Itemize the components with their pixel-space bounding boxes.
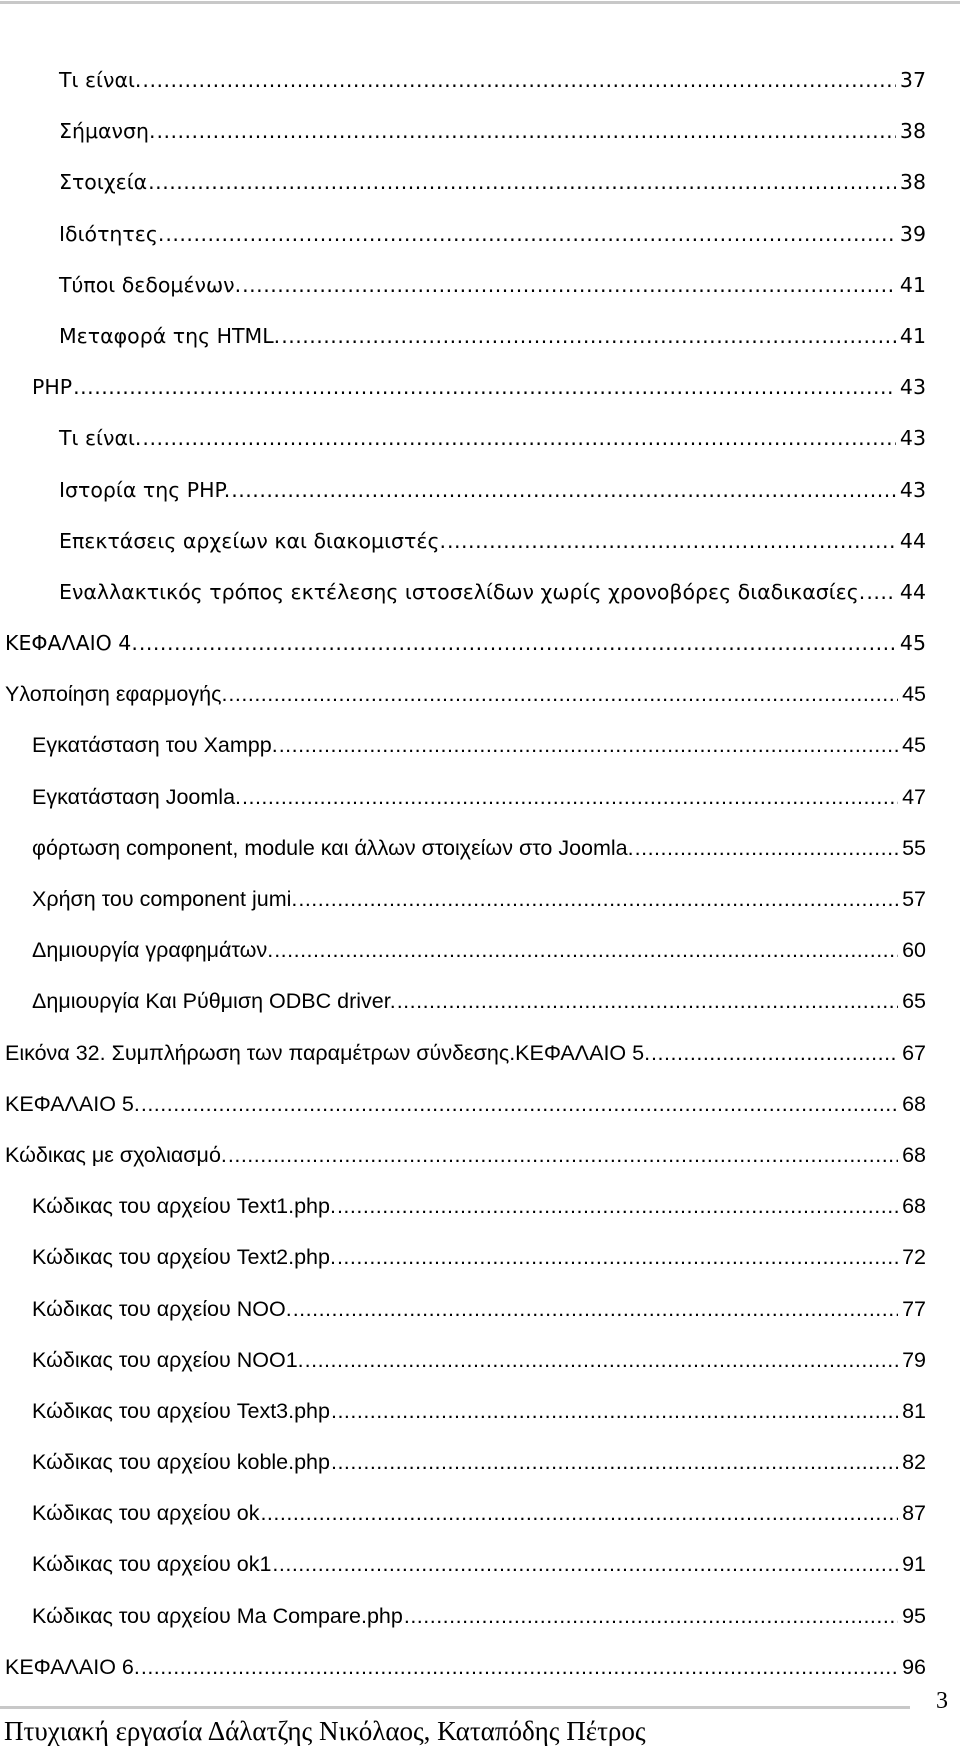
toc-entry-page-number: 82 [902,1450,926,1475]
toc-entry[interactable] [0,315,926,366]
toc-entry-page-number: 44 [899,579,926,604]
toc-dot-leader [298,878,898,920]
toc-entry-title: Τι είναι. [59,68,142,92]
toc-entry-page-number: 68 [902,1142,926,1167]
toc-entry[interactable] [0,1441,926,1492]
toc-entry-page-number: 39 [899,221,926,246]
toc-dot-leader [260,1492,898,1534]
toc-entry-page-number: 43 [899,375,926,400]
toc-entry[interactable] [0,1595,926,1646]
toc-entry-page-number: 87 [902,1501,926,1526]
toc-entry-page-number: 38 [899,170,926,195]
toc-entry-title: Εναλλακτικός τρόπος εκτέλεσης ιστοσελίδων χωρίς χρονοβόρες διαδικασίες. [59,579,866,604]
toc-dot-leader [337,1185,898,1227]
toc-dot-leader [404,1595,898,1637]
toc-entry-title: Εγκατάσταση του Xampp. [32,733,278,758]
toc-dot-leader [293,1288,898,1330]
toc-entry[interactable] [0,673,926,724]
toc-dot-leader [281,315,896,357]
toc-entry-title: Κώδικας του αρχείου koble.php [32,1450,330,1475]
toc-dot-leader [242,264,896,306]
toc-entry[interactable] [0,1543,926,1594]
toc-entry-title: Κώδικας με σχολιασμό. [5,1142,227,1167]
toc-entry-page-number: 47 [902,784,926,809]
toc-entry-title: Κώδικας του αρχείου ok [32,1501,260,1526]
toc-entry-title: Κώδικας του αρχείου Text3.php [32,1398,330,1423]
toc-entry-page-number: 45 [899,631,926,656]
footer-divider [0,1706,910,1709]
toc-entry[interactable] [0,1185,926,1236]
toc-entry-title: Κώδικας του αρχείου NOO1. [32,1347,304,1372]
toc-entry-page-number: 67 [902,1040,926,1065]
toc-dot-leader [141,1646,898,1688]
toc-dot-leader [73,366,896,408]
toc-entry-page-number: 60 [902,938,926,963]
toc-dot-leader [242,776,898,818]
toc-dot-leader [148,161,896,203]
toc-entry-page-number: 68 [902,1194,926,1219]
toc-entry-title: Ιδιότητες. [59,221,165,246]
toc-entry-title: Εγκατάσταση Joomla. [32,784,241,809]
toc-entry-title: Επεκτάσεις αρχείων και διακομιστές. [59,528,446,553]
toc-entry[interactable] [0,724,926,775]
toc-entry-page-number: 91 [902,1552,926,1577]
toc-entry-title: ΚΕΦΑΛΑΙΟ 4. [5,631,138,656]
toc-entry-title: Ιστορία της PHP. [59,477,231,502]
toc-dot-leader [139,622,896,664]
toc-entry-title: ΚΕΦΑΛΑΙΟ 5. [5,1091,140,1116]
toc-entry[interactable] [0,878,926,929]
toc-entry-title: Στοιχεία [59,170,148,195]
toc-dot-leader [141,1083,898,1125]
toc-entry-page-number: 43 [899,477,926,502]
toc-entry[interactable] [0,520,926,571]
toc-dot-leader [331,1441,898,1483]
toc-entry-title: Σήμανση. [59,119,156,144]
toc-entry-title: Εικόνα 32. Συμπλήρωση των παραμέτρων σύνδεσης.ΚΕΦΑΛΑΙΟ 5. [5,1040,651,1065]
toc-entry-title: Κώδικας του αρχείου Ma Compare.php [32,1603,403,1628]
toc-entry[interactable] [0,776,926,827]
toc-entry-title: Δημιουργία γραφημάτων. [32,938,274,963]
toc-entry[interactable] [0,980,926,1031]
toc-entry-title: Κώδικας του αρχείου NOO. [32,1296,292,1321]
toc-entry[interactable] [0,213,926,264]
toc-entry[interactable] [0,1492,926,1543]
toc-entry-page-number: 72 [902,1245,926,1270]
toc-entry-page-number: 44 [899,528,926,553]
toc-dot-leader [331,1390,898,1432]
toc-entry-page-number: 68 [902,1091,926,1116]
toc-entry[interactable] [0,366,926,417]
toc-entry[interactable] [0,622,926,673]
toc-entry-title: Κώδικας του αρχείου Text1.php. [32,1194,336,1219]
toc-entry[interactable] [0,59,926,110]
toc-dot-leader [651,1032,898,1074]
toc-dot-leader [272,1543,898,1585]
toc-dot-leader [337,1236,898,1278]
table-of-contents [0,59,926,1697]
toc-entry-title: Υλοποίηση εφαρμογής. [5,682,228,707]
toc-dot-leader [397,980,898,1022]
toc-entry-page-number: 41 [899,323,926,348]
toc-dot-leader [305,1339,898,1381]
toc-entry-page-number: 65 [902,989,926,1014]
toc-entry[interactable] [0,1390,926,1441]
toc-entry[interactable] [0,827,926,878]
toc-entry-page-number: 95 [902,1603,926,1628]
toc-entry-title: Μεταφορά της HTML. [59,323,281,348]
toc-entry-page-number: 38 [899,119,926,144]
toc-entry[interactable] [0,1083,926,1134]
toc-entry-title: ΚΕΦΑΛΑΙΟ 6. [5,1654,140,1679]
toc-entry-page-number: 96 [902,1654,926,1679]
footer-text: Πτυχιακή εργασία Δάλατζης Νικόλαος, Καταπόδης Πέτρος [4,1716,646,1746]
toc-entry-page-number: 77 [902,1296,926,1321]
toc-entry[interactable] [0,264,926,315]
toc-entry[interactable] [0,1032,926,1083]
toc-entry[interactable] [0,469,926,520]
toc-dot-leader [635,827,898,869]
toc-entry-title: Κώδικας του αρχείου Text2.php. [32,1245,336,1270]
toc-entry-page-number: 37 [899,68,926,92]
toc-entry-title: Χρήση του component jumi. [32,887,298,911]
toc-entry-title: Τύποι δεδομένων. [59,272,242,297]
toc-entry[interactable] [0,571,926,622]
toc-entry-title: Τι είναι. [59,426,142,451]
toc-entry-page-number: 41 [899,272,926,297]
toc-entry-title: Κώδικας του αρχείου ok1 [32,1552,272,1577]
toc-entry[interactable] [0,929,926,980]
page-number: 3 [936,1688,948,1714]
toc-entry[interactable] [0,161,926,212]
toc-entry-page-number: 79 [902,1347,926,1372]
toc-dot-leader [279,724,898,766]
toc-entry-page-number: 81 [902,1398,926,1423]
toc-dot-leader [231,469,896,511]
toc-entry[interactable] [0,110,926,161]
toc-dot-leader [228,1134,898,1176]
toc-entry-title: φόρτωση component, module και άλλων στοιχείων στο Joomla. [32,835,634,860]
toc-entry-page-number: 55 [902,835,926,860]
toc-entry[interactable] [0,1646,926,1697]
toc-entry-page-number: 43 [899,426,926,451]
toc-dot-leader [866,571,896,613]
toc-dot-leader [142,417,895,459]
toc-entry-page-number: 57 [902,887,926,911]
toc-entry[interactable] [0,1134,926,1185]
toc-entry[interactable] [0,1236,926,1287]
toc-dot-leader [142,59,895,101]
toc-entry[interactable] [0,417,926,468]
top-border-line [0,1,960,4]
toc-entry-page-number: 45 [902,733,926,758]
toc-dot-leader [156,110,895,152]
toc-dot-leader [165,213,896,255]
toc-entry-title: Δημιουργία Και Ρύθμιση ODBC driver. [32,989,396,1014]
toc-dot-leader [447,520,896,562]
toc-dot-leader [274,929,898,971]
toc-dot-leader [228,673,898,715]
toc-entry-title: PHP [32,375,73,400]
toc-entry[interactable] [0,1339,926,1390]
toc-entry[interactable] [0,1288,926,1339]
toc-entry-page-number: 45 [902,682,926,707]
